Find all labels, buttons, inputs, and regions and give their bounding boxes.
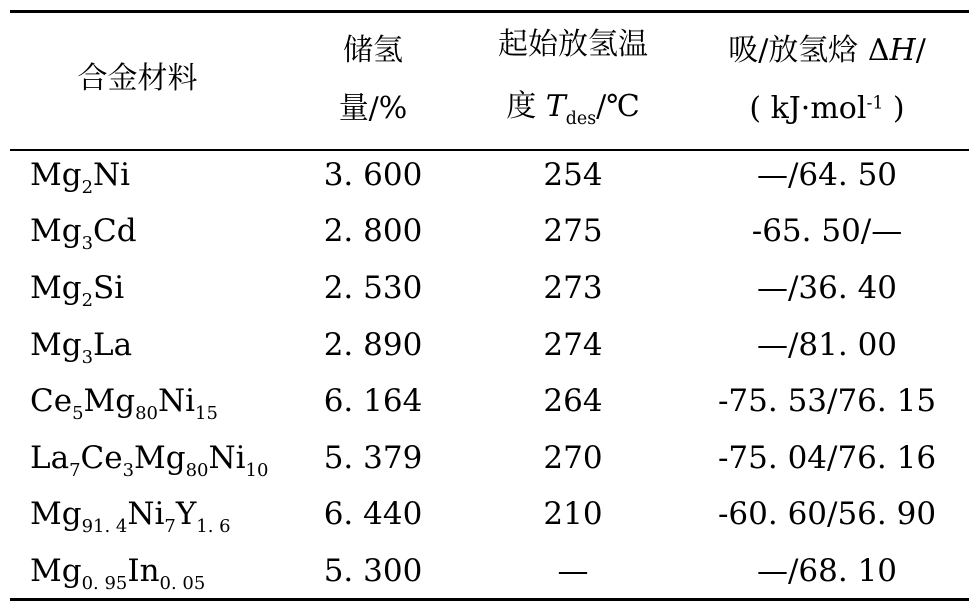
- formula-subscript: 80: [185, 460, 209, 482]
- row-7-enthalpy: -60. 60/56. 90: [717, 496, 937, 532]
- formula-subscript: 1. 6: [196, 516, 231, 538]
- formula-element: Mg: [30, 327, 82, 363]
- formula-element: Mg: [134, 440, 186, 476]
- row-6-capacity: 5. 379: [323, 440, 423, 476]
- header-capacity-line1: 储氢: [343, 33, 403, 68]
- row-1-formula: [30, 157, 131, 199]
- header-temp-line2: [477, 89, 669, 129]
- formula-element: Mg: [30, 213, 82, 249]
- formula-element: Ni: [127, 496, 165, 532]
- formula-element: La: [30, 440, 70, 476]
- header-enthalpy-slash: /: [915, 33, 926, 68]
- header-temp-sub: des: [565, 108, 597, 129]
- row-3-temperature: 273: [543, 270, 603, 306]
- row-5-formula: [30, 383, 218, 425]
- header-capacity-line2: 量/%: [338, 91, 408, 126]
- header-material: 合金材料: [77, 61, 198, 96]
- row-6-temperature: 270: [543, 440, 603, 476]
- formula-element: Ni: [157, 383, 196, 419]
- formula-subscript: 80: [135, 403, 158, 425]
- formula-subscript: 10: [245, 460, 269, 482]
- header-enthalpy-unit-suffix: ): [883, 91, 905, 126]
- header-enthalpy-symbol: H: [889, 33, 916, 68]
- formula-subscript: 3: [81, 233, 94, 255]
- row-2-temperature: 275: [543, 213, 603, 249]
- row-1-enthalpy: —/64. 50: [756, 157, 898, 193]
- header-rule: [10, 149, 969, 151]
- formula-subscript: 5: [72, 403, 84, 425]
- formula-subscript: 2: [81, 177, 94, 199]
- header-enthalpy-prefix: 吸/放氢焓 Δ: [728, 33, 890, 68]
- formula-element: Cd: [93, 213, 137, 249]
- header-temp-symbol: T: [545, 89, 566, 124]
- row-6-enthalpy: -75. 04/76. 16: [717, 440, 937, 476]
- row-2-capacity: 2. 800: [323, 213, 423, 249]
- formula-subscript: 91. 4: [81, 516, 128, 538]
- header-temp-prefix: 度: [506, 89, 546, 124]
- formula-subscript: 7: [164, 516, 176, 538]
- row-5-temperature: 264: [543, 383, 603, 419]
- formula-element: Ce: [80, 440, 123, 476]
- header-enthalpy-unit-prefix: ( kJ·mol: [749, 91, 867, 126]
- formula-element: Ce: [30, 383, 73, 419]
- formula-element: Si: [93, 270, 125, 306]
- row-4-enthalpy: —/81. 00: [756, 327, 898, 363]
- row-5-enthalpy: -75. 53/76. 15: [717, 383, 937, 419]
- row-7-temperature: 210: [543, 496, 603, 532]
- row-4-temperature: 274: [543, 327, 603, 363]
- bottom-rule: [10, 598, 969, 601]
- row-7-capacity: 6. 440: [323, 496, 423, 532]
- formula-subscript: 15: [195, 403, 218, 425]
- header-enthalpy-line1: [696, 33, 958, 68]
- formula-element: Mg: [30, 553, 82, 589]
- row-2-formula: [30, 213, 137, 255]
- formula-subscript: 3: [81, 347, 94, 369]
- row-4-formula: [30, 327, 133, 369]
- formula-element: Mg: [30, 496, 82, 532]
- formula-element: Mg: [83, 383, 136, 419]
- formula-element: Y: [175, 496, 197, 532]
- row-5-capacity: 6. 164: [323, 383, 423, 419]
- row-3-formula: [30, 270, 125, 312]
- formula-subscript: 2: [81, 290, 94, 312]
- header-temp-unit: /℃: [596, 89, 640, 124]
- formula-element: Mg: [30, 270, 82, 306]
- row-8-capacity: 5. 300: [323, 553, 423, 589]
- formula-element: Mg: [30, 157, 82, 193]
- formula-subscript: 0. 05: [159, 573, 206, 595]
- formula-element: In: [127, 553, 160, 589]
- formula-element: La: [93, 327, 133, 363]
- row-3-capacity: 2. 530: [323, 270, 423, 306]
- formula-subscript: 7: [69, 460, 81, 482]
- header-enthalpy-line2: [696, 91, 958, 126]
- row-8-enthalpy: —/68. 10: [756, 553, 898, 589]
- header-temp-line1: 起始放氢温: [498, 27, 648, 62]
- formula-subscript: 0. 95: [81, 573, 128, 595]
- top-rule: [10, 10, 969, 13]
- row-1-temperature: 254: [543, 157, 603, 193]
- row-7-formula: [30, 496, 231, 538]
- formula-element: Ni: [93, 157, 131, 193]
- row-1-capacity: 3. 600: [323, 157, 423, 193]
- formula-element: Ni: [208, 440, 246, 476]
- header-enthalpy-unit-sup: -1: [866, 93, 884, 114]
- row-8-formula: [30, 553, 206, 595]
- row-3-enthalpy: —/36. 40: [756, 270, 898, 306]
- row-8-temperature: —: [557, 553, 589, 589]
- row-4-capacity: 2. 890: [323, 327, 423, 363]
- formula-subscript: 3: [122, 460, 135, 482]
- row-6-formula: [30, 440, 269, 482]
- row-2-enthalpy: -65. 50/—: [751, 213, 903, 249]
